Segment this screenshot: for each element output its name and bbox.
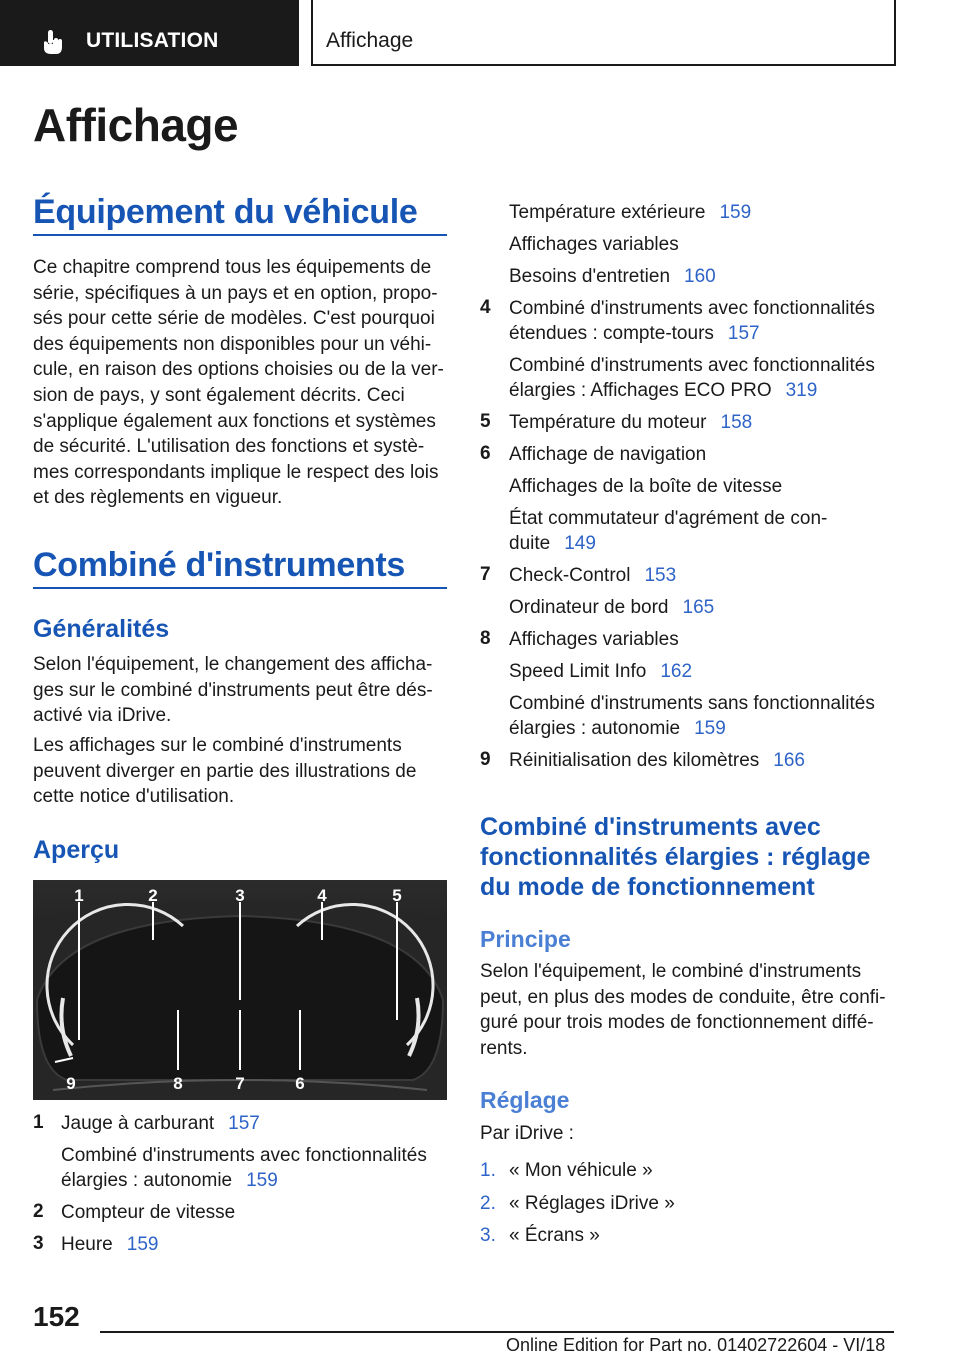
callout-number: 1 bbox=[74, 886, 84, 905]
section-title-line: du mode de fonctionnement bbox=[480, 873, 815, 901]
section-rule bbox=[33, 234, 447, 236]
list-item bbox=[509, 321, 760, 347]
list-item-text: Jauge à carburant bbox=[61, 1113, 215, 1134]
list-item-text: étendues : compte-tours bbox=[509, 323, 714, 344]
paragraph-line: cule, en raison des options choisies ou de la ver- bbox=[33, 359, 444, 381]
list-item bbox=[509, 691, 875, 717]
list-item bbox=[509, 353, 875, 379]
page-reference-link[interactable]: 319 bbox=[785, 380, 818, 401]
step-number: 3. bbox=[480, 1225, 496, 1246]
list-item bbox=[61, 1232, 158, 1258]
callout-number: 8 bbox=[173, 1074, 183, 1093]
list-item-text: Speed Limit Info bbox=[509, 661, 647, 682]
list-item bbox=[509, 296, 875, 322]
list-number: 7 bbox=[480, 564, 491, 585]
subsection-title-reglage: Réglage bbox=[480, 1087, 570, 1113]
list-item bbox=[509, 659, 692, 685]
list-item bbox=[509, 506, 827, 532]
list-item-text: Température du moteur bbox=[509, 412, 707, 433]
step-text: « Mon véhicule » bbox=[509, 1160, 653, 1181]
list-item bbox=[509, 200, 751, 226]
section-title-equipement: Équipement du véhicule bbox=[33, 193, 418, 231]
list-item-text: Température extérieure bbox=[509, 202, 706, 223]
callout-number: 6 bbox=[295, 1074, 305, 1093]
paragraph-line: s'applique également aux fonctions et systèmes bbox=[33, 410, 436, 432]
paragraph-line: peut, en plus des modes de conduite, être confi- bbox=[480, 986, 886, 1008]
list-item-text: Combiné d'instruments sans fonctionnalités bbox=[509, 693, 875, 714]
list-item bbox=[509, 378, 817, 404]
list-item-text: État commutateur d'agrément de con- bbox=[509, 508, 828, 529]
paragraph-line: peuvent diverger en partie des illustrations de bbox=[33, 760, 417, 782]
subsection-title-generalites: Généralités bbox=[33, 615, 170, 643]
list-item-text: Combiné d'instruments avec fonctionnalités bbox=[61, 1145, 427, 1166]
page-reference-link[interactable]: 159 bbox=[719, 202, 752, 223]
section-rule bbox=[33, 587, 447, 589]
step-number: 2. bbox=[480, 1192, 496, 1214]
list-number: 9 bbox=[480, 749, 491, 770]
list-item-text: Check-Control bbox=[509, 565, 631, 586]
list-item-text: Affichage de navigation bbox=[509, 444, 707, 465]
page-reference-link[interactable]: 160 bbox=[684, 266, 716, 287]
paragraph-line: Ce chapitre comprend tous les équipements de bbox=[33, 257, 432, 278]
page-reference-link[interactable]: 157 bbox=[228, 1113, 260, 1134]
list-item bbox=[61, 1200, 235, 1226]
step-text: « Écrans » bbox=[509, 1225, 600, 1246]
list-item-text: Ordinateur de bord bbox=[509, 597, 669, 618]
list-item bbox=[509, 748, 805, 774]
callout-number: 9 bbox=[66, 1074, 76, 1093]
paragraph-line: cette notice d'utilisation. bbox=[33, 786, 235, 807]
list-item bbox=[509, 563, 676, 589]
callout-number: 3 bbox=[235, 886, 245, 905]
list-item bbox=[509, 531, 596, 557]
paragraph-line: rents. bbox=[480, 1037, 528, 1059]
list-item bbox=[509, 442, 706, 468]
paragraph-line: de sécurité. L'utilisation des fonctions et systè- bbox=[33, 436, 425, 458]
section-tab-label: UTILISATION bbox=[86, 29, 219, 52]
paragraph-line: activé via iDrive. bbox=[33, 705, 172, 726]
paragraph-line: et des règlements en vigueur. bbox=[33, 487, 283, 509]
list-item-text: Réinitialisation des kilomètres bbox=[509, 750, 760, 771]
list-number: 8 bbox=[480, 628, 491, 649]
list-item-text: duite bbox=[509, 533, 551, 554]
list-item bbox=[509, 716, 726, 742]
list-number: 3 bbox=[33, 1233, 44, 1254]
list-item bbox=[509, 474, 782, 500]
section-title-line: Combiné d'instruments avec bbox=[480, 813, 821, 841]
step-text: « Réglages iDrive » bbox=[509, 1192, 675, 1214]
list-number: 6 bbox=[480, 443, 491, 464]
list-item-text: Affichages variables bbox=[509, 234, 679, 255]
paragraph-line: mes correspondants implique le respect des lois bbox=[33, 461, 439, 483]
list-number: 5 bbox=[480, 411, 491, 432]
list-item bbox=[509, 264, 716, 290]
paragraph-line: Selon l'équipement, le combiné d'instruments bbox=[480, 961, 862, 982]
list-item-text: Combiné d'instruments avec fonctionnalités bbox=[509, 298, 875, 319]
subsection-title-principe: Principe bbox=[480, 926, 571, 952]
paragraph-line: sion de pays, y sont également décrits. Ceci bbox=[33, 385, 405, 406]
list-item bbox=[509, 595, 714, 621]
list-item-text: Combiné d'instruments avec fonctionnalités bbox=[509, 355, 875, 376]
list-item bbox=[509, 410, 752, 436]
section-title-combine: Combiné d'instruments bbox=[33, 546, 406, 584]
list-item-text: Compteur de vitesse bbox=[61, 1202, 236, 1223]
page-reference-link[interactable]: 157 bbox=[727, 323, 760, 344]
page-number: 152 bbox=[33, 1301, 80, 1332]
callout-number: 7 bbox=[235, 1074, 245, 1093]
footer-rule bbox=[100, 1331, 894, 1333]
callout-number: 2 bbox=[148, 886, 158, 905]
list-item-text: Affichages de la boîte de vitesse bbox=[509, 476, 783, 497]
list-item bbox=[61, 1143, 427, 1169]
subsection-title-apercu: Aperçu bbox=[33, 836, 120, 864]
page-reference-link[interactable]: 159 bbox=[694, 718, 726, 739]
callout-number: 5 bbox=[392, 886, 402, 905]
paragraph-line: Les affichages sur le combiné d'instruments bbox=[33, 735, 402, 756]
list-number: 1 bbox=[33, 1112, 44, 1133]
list-item-text: Besoins d'entretien bbox=[509, 266, 671, 287]
page-reference-link[interactable]: 159 bbox=[246, 1170, 278, 1191]
paragraph-line: série, spécifiques à un pays et en option, propo- bbox=[33, 282, 438, 304]
list-item-text: Affichages variables bbox=[509, 629, 679, 650]
page-reference-link[interactable]: 159 bbox=[126, 1234, 159, 1255]
page-reference-link[interactable]: 165 bbox=[682, 597, 715, 618]
paragraph-line: sés pour cette série de modèles. C'est pourquoi bbox=[33, 308, 435, 330]
page-reference-link[interactable]: 166 bbox=[773, 750, 805, 771]
list-item-text: Heure bbox=[61, 1234, 113, 1255]
page-reference-link[interactable]: 153 bbox=[644, 565, 677, 586]
list-item-text: élargies : Affichages ECO PRO bbox=[509, 380, 772, 401]
section-title-line: fonctionnalités élargies : réglage bbox=[480, 843, 871, 871]
list-number: 4 bbox=[480, 297, 491, 318]
list-item-text: élargies : autonomie bbox=[509, 718, 681, 739]
list-item bbox=[61, 1168, 278, 1194]
breadcrumb: Affichage bbox=[326, 29, 414, 52]
list-item bbox=[509, 232, 679, 258]
paragraph-line: guré pour trois modes de fonctionnement diffé- bbox=[480, 1012, 874, 1033]
page-reference-link[interactable]: 162 bbox=[660, 661, 693, 682]
list-item-text: élargies : autonomie bbox=[61, 1170, 233, 1191]
list-item bbox=[61, 1111, 260, 1137]
list-number: 2 bbox=[33, 1201, 44, 1222]
page-title: Affichage bbox=[33, 99, 239, 151]
step-number: 1. bbox=[480, 1160, 496, 1181]
page-reference-link[interactable]: 158 bbox=[720, 412, 753, 433]
hand-pointer-icon bbox=[38, 28, 66, 56]
page-reference-link[interactable]: 149 bbox=[564, 533, 596, 554]
paragraph-line: des équipements non disponibles pour un véhi- bbox=[33, 333, 432, 355]
instrument-cluster-image bbox=[33, 880, 447, 1100]
list-item bbox=[509, 627, 679, 653]
paragraph-line: ges sur le combiné d'instruments peut être dés- bbox=[33, 679, 433, 701]
paragraph-line: Selon l'équipement, le changement des afficha- bbox=[33, 654, 433, 675]
reglage-intro: Par iDrive : bbox=[480, 1123, 574, 1144]
callout-number: 4 bbox=[317, 886, 327, 905]
footer-edition: Online Edition for Part no. 01402722604 - VI/18 bbox=[506, 1335, 886, 1355]
